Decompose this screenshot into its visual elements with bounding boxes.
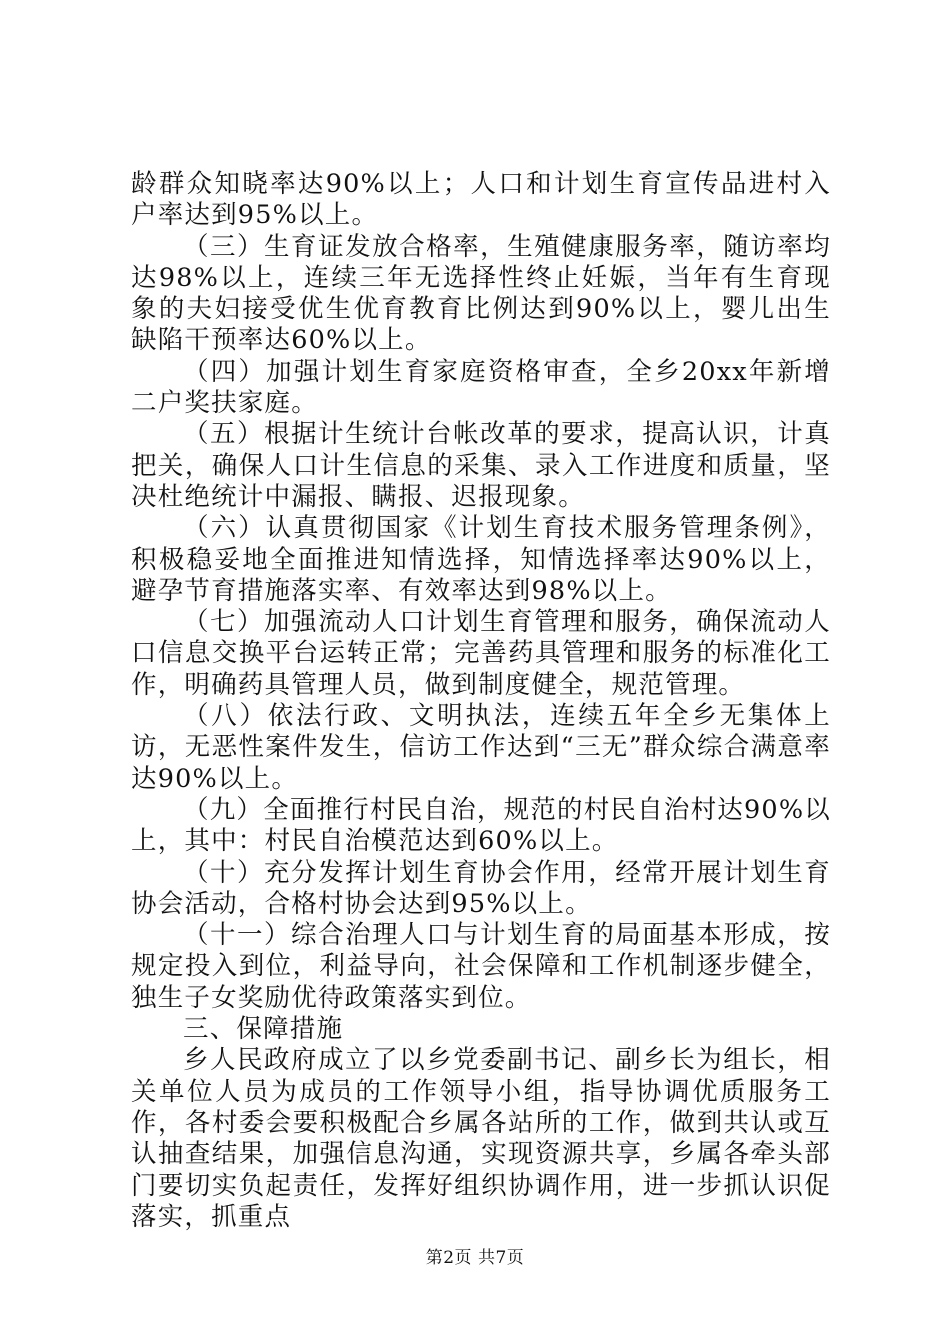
- paragraph-item-11: （十一）综合治理人口与计划生育的局面基本形成，按规定投入到位，利益导向，社会保障和工作机制逐步健全，独生子女奖励优待政策落实到位。: [131, 920, 831, 1013]
- paragraph-item-3: （三）生育证发放合格率，生殖健康服务率，随访率均达98%以上，连续三年无选择性终止妊娠，当年有生育现象的夫妇接受优生优育教育比例达到90%以上，婴儿出生缺陷干预率达60%以上。: [131, 231, 831, 356]
- paragraph-item-6: （六）认真贯彻国家《计划生育技术服务管理条例》，积极稳妥地全面推进知情选择，知情选择率达90%以上，避孕节育措施落实率、有效率达到98%以上。: [131, 513, 831, 606]
- paragraph-continuation: 龄群众知晓率达90%以上；人口和计划生育宣传品进村入户率达到95%以上。: [131, 169, 831, 231]
- document-body: [131, 169, 831, 1233]
- paragraph-item-5: （五）根据计生统计台帐改革的要求，提高认识，计真把关，确保人口计生信息的采集、录入工作进度和质量，坚决杜绝统计中漏报、瞒报、迟报现象。: [131, 419, 831, 512]
- paragraph-item-9: （九）全面推行村民自治，规范的村民自治村达90%以上，其中：村民自治模范达到60%以上。: [131, 794, 831, 857]
- paragraph-item-7: （七）加强流动人口计划生育管理和服务，确保流动人口信息交换平台运转正常；完善药具管理和服务的标准化工作，明确药具管理人员，做到制度健全，规范管理。: [131, 607, 831, 700]
- paragraph-measures: 乡人民政府成立了以乡党委副书记、副乡长为组长，相关单位人员为成员的工作领导小组，指导协调优质服务工作，各村委会要积极配合乡属各站所的工作，做到共认或互认抽查结果，加强信息沟通，实现资源共享，乡属各牵头部门要切实负起责任，发挥好组织协调作用，进一步抓认识促落实，抓重点: [131, 1045, 831, 1232]
- page-number-footer: 第2页 共7页: [425, 1248, 525, 1268]
- paragraph-item-4: （四）加强计划生育家庭资格审查，全乡20xx年新增二户奖扶家庭。: [131, 356, 831, 419]
- section-heading: 三、保障措施: [183, 1014, 344, 1045]
- paragraph-item-10: （十）充分发挥计划生育协会作用，经常开展计划生育协会活动，合格村协会达到95%以上。: [131, 857, 831, 919]
- paragraph-item-8: （八）依法行政、文明执法，连续五年全乡无集体上访，无恶性案件发生，信访工作达到“三无”群众综合满意率达90%以上。: [131, 701, 831, 794]
